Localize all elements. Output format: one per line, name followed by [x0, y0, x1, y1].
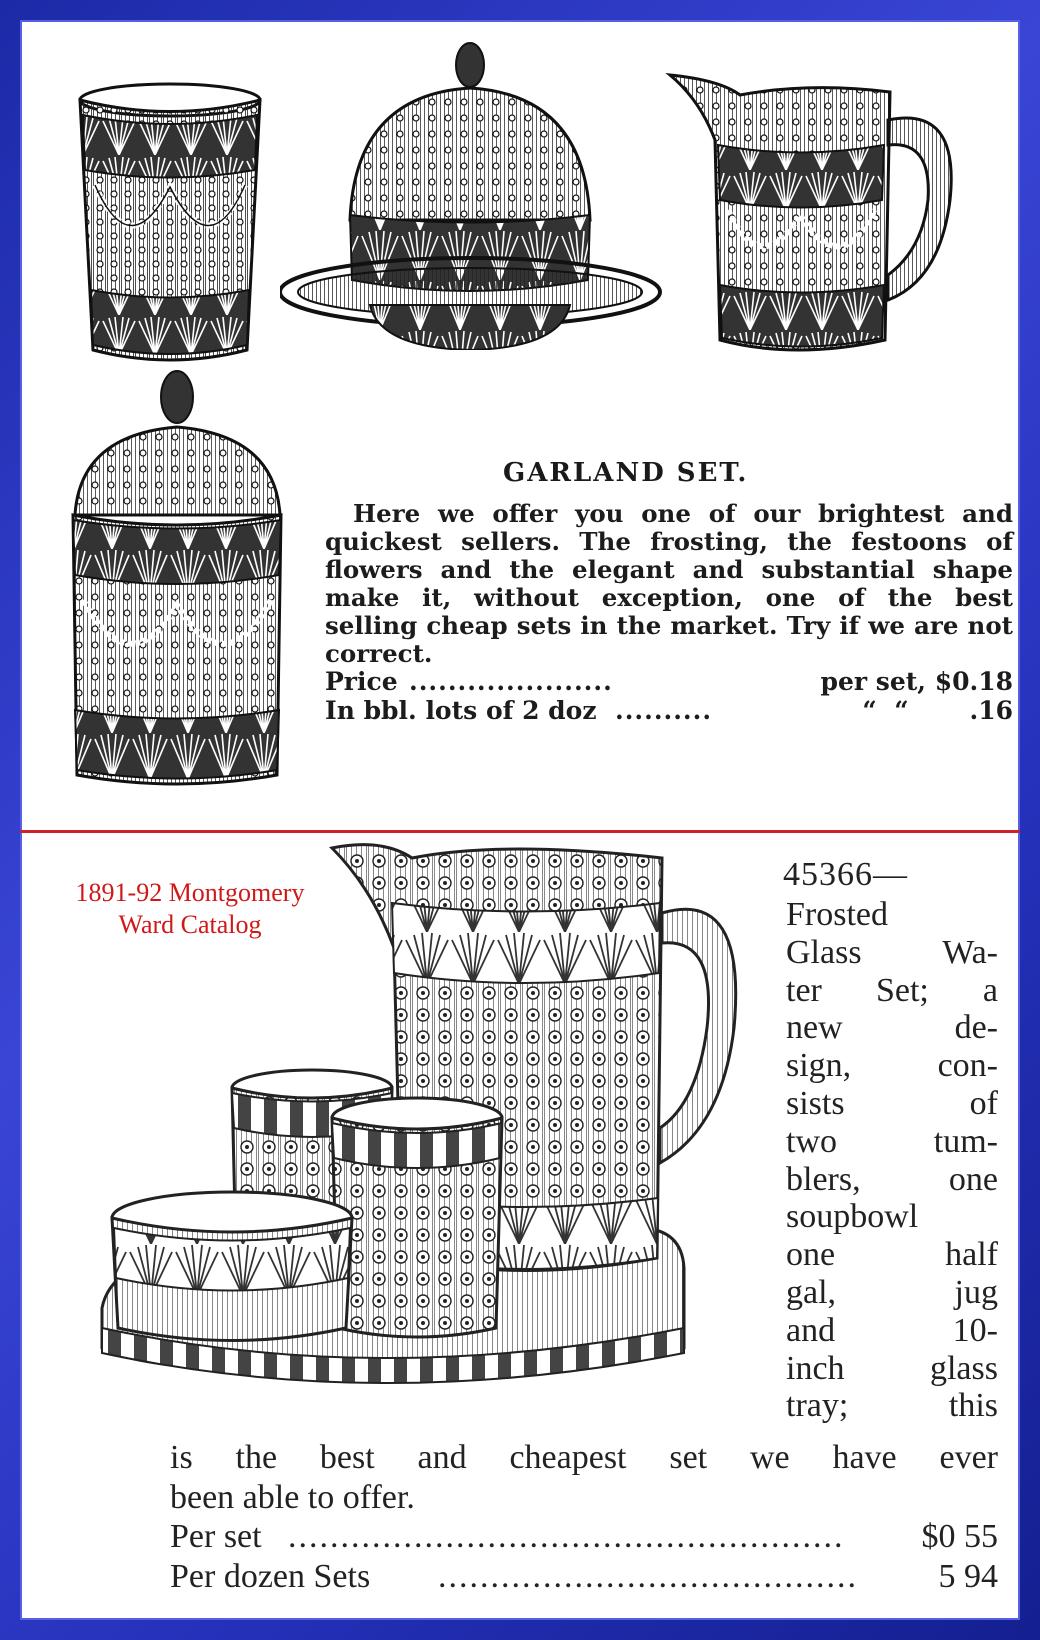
- description-line: two tum-: [786, 1122, 998, 1160]
- price-label: Price: [325, 667, 398, 696]
- water-set-side-description: [786, 896, 998, 1425]
- tumbler-illustration: [65, 75, 275, 375]
- description-line: inch glass: [786, 1349, 998, 1387]
- garland-set-description: Here we offer you one of our brightest and quickest sellers. The frosting, the festoons of flowers and the elegant and substantial shape make it, without exception, one of the best selling cheap sets in the market. Try if we are not correct.: [325, 499, 1013, 668]
- description-line: been able to offer.: [170, 1479, 415, 1516]
- sugar-bowl-illustration: [55, 365, 300, 790]
- catalog-page: [20, 20, 1020, 1620]
- price-value: per set, $0.18: [820, 667, 1013, 696]
- description-line: Frosted: [786, 896, 888, 933]
- leader-dots: ........................................: [438, 1558, 858, 1595]
- description-line: soupbowl: [786, 1198, 919, 1236]
- leader-dots: ..........: [615, 696, 713, 725]
- description-line: gal, jug: [786, 1273, 998, 1311]
- per-dozen-price-row: [170, 1558, 998, 1598]
- description-line: one half: [786, 1236, 998, 1274]
- per-set-label: Per set: [170, 1518, 262, 1555]
- description-line: ter Set; a: [786, 971, 998, 1009]
- description-line: sists of: [786, 1084, 998, 1122]
- leader-dots: .....................: [409, 667, 613, 696]
- per-dozen-label: Per dozen Sets: [170, 1558, 371, 1595]
- water-set-continued-description: [170, 1438, 998, 1518]
- garland-price-row: [325, 667, 1013, 697]
- water-set-illustration: [82, 828, 772, 1428]
- garland-set-title: GARLAND SET.: [503, 458, 749, 488]
- catalog-label-line1: 1891-92 Montgomery: [75, 878, 305, 907]
- description-line: blers, one: [786, 1160, 998, 1198]
- item-number: 45366—: [783, 856, 908, 893]
- per-set-value: $0 55: [921, 1518, 998, 1555]
- butter-dish-illustration: [280, 30, 680, 350]
- creamer-pitcher-illustration: [660, 50, 970, 370]
- bbl-price-label: In bbl. lots of 2 doz: [325, 696, 597, 725]
- per-dozen-value: 5 94: [938, 1558, 998, 1595]
- garland-bbl-price-row: [325, 696, 1013, 726]
- description-line: Glass Wa-: [786, 933, 998, 971]
- per-set-price-row: [170, 1518, 998, 1558]
- catalog-label-line2: Ward Catalog: [118, 910, 262, 939]
- description-line: tray; this: [786, 1387, 998, 1425]
- bbl-price-value: “ “ .16: [862, 696, 1013, 725]
- description-line: and 10-: [786, 1311, 998, 1349]
- description-line: sign, con-: [786, 1047, 998, 1085]
- description-line: new de-: [786, 1009, 998, 1047]
- leader-dots: .....................................................: [288, 1518, 845, 1555]
- description-line: is the best and cheapest set we have ever: [170, 1439, 998, 1476]
